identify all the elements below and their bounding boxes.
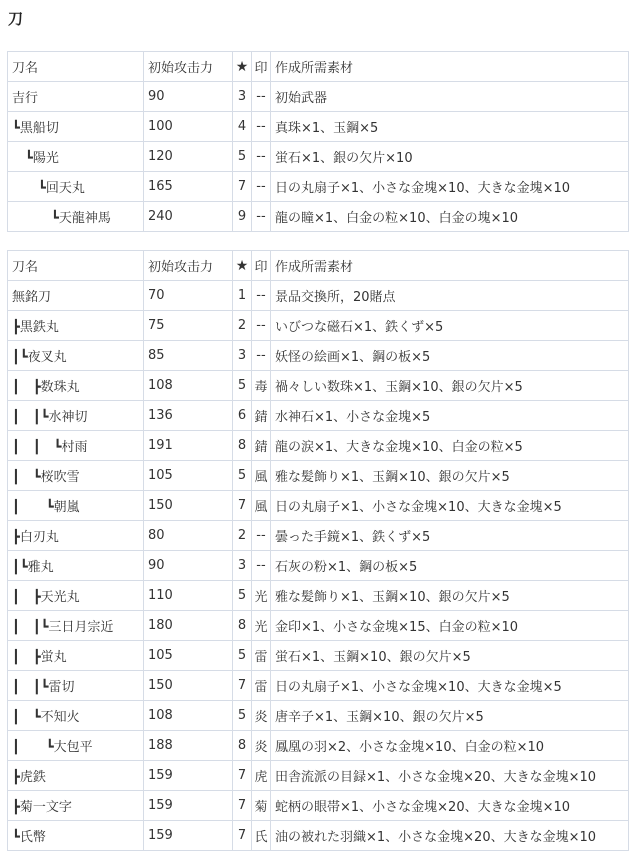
header-attack: 初始攻击力 (144, 251, 233, 281)
star-cell: 6 (233, 401, 252, 431)
table-row (8, 611, 629, 641)
table-row (8, 401, 629, 431)
header-name: 刀名 (8, 251, 144, 281)
sword-name-cell: ┃ ┃┗三日月宗近 (8, 611, 144, 641)
seal-cell: -- (252, 281, 271, 311)
materials-cell: 初始武器 (271, 82, 629, 112)
table-row (8, 701, 629, 731)
table-row (8, 311, 629, 341)
seal-cell: -- (252, 551, 271, 581)
table-row (8, 202, 629, 232)
attack-cell: 191 (144, 431, 233, 461)
attack-cell: 90 (144, 551, 233, 581)
seal-cell: 氏 (252, 821, 271, 851)
seal-cell: 炎 (252, 701, 271, 731)
seal-cell: 雷 (252, 641, 271, 671)
seal-cell: 錆 (252, 431, 271, 461)
star-cell: 5 (233, 461, 252, 491)
seal-cell: -- (252, 142, 271, 172)
header-seal: 印 (252, 251, 271, 281)
table-header-row (8, 251, 629, 281)
seal-cell: -- (252, 311, 271, 341)
table-row (8, 491, 629, 521)
materials-cell: 雅な髪飾り×1、玉鋼×10、銀の欠片×5 (271, 461, 629, 491)
table-row (8, 821, 629, 851)
materials-cell: 龍の瞳×1、白金の粒×10、白金の塊×10 (271, 202, 629, 232)
sword-name-cell: ┣白刃丸 (8, 521, 144, 551)
attack-cell: 188 (144, 731, 233, 761)
table-row (8, 172, 629, 202)
materials-cell: 蛇柄の眼帯×1、小さな金塊×20、大きな金塊×10 (271, 791, 629, 821)
seal-cell: 風 (252, 461, 271, 491)
sword-name-cell: ┗氏幣 (8, 821, 144, 851)
attack-cell: 100 (144, 112, 233, 142)
materials-cell: 日の丸扇子×1、小さな金塊×10、大きな金塊×5 (271, 671, 629, 701)
star-cell: 7 (233, 491, 252, 521)
sword-name-cell: ┃ ┗不知火 (8, 701, 144, 731)
materials-cell: 蛍石×1、玉鋼×10、銀の欠片×5 (271, 641, 629, 671)
materials-cell: 龍の涙×1、大きな金塊×10、白金の粒×5 (271, 431, 629, 461)
star-cell: 5 (233, 701, 252, 731)
header-star: ★ (233, 251, 252, 281)
attack-cell: 240 (144, 202, 233, 232)
attack-cell: 105 (144, 641, 233, 671)
sword-name-cell: ┗陽光 (8, 142, 144, 172)
star-cell: 5 (233, 142, 252, 172)
materials-cell: 禍々しい数珠×1、玉鋼×10、銀の欠片×5 (271, 371, 629, 401)
attack-cell: 159 (144, 791, 233, 821)
table-row (8, 82, 629, 112)
star-cell: 7 (233, 172, 252, 202)
seal-cell: 光 (252, 581, 271, 611)
materials-cell: 雅な髪飾り×1、玉鋼×10、銀の欠片×5 (271, 581, 629, 611)
table-row (8, 521, 629, 551)
materials-cell: 妖怪の絵画×1、鋼の板×5 (271, 341, 629, 371)
materials-cell: 日の丸扇子×1、小さな金塊×10、大きな金塊×5 (271, 491, 629, 521)
sword-name-cell: ┣菊一文字 (8, 791, 144, 821)
attack-cell: 159 (144, 761, 233, 791)
materials-cell: 日の丸扇子×1、小さな金塊×10、大きな金塊×10 (271, 172, 629, 202)
materials-cell: 真珠×1、玉鋼×5 (271, 112, 629, 142)
table-row (8, 281, 629, 311)
attack-cell: 150 (144, 671, 233, 701)
sword-name-cell: 無銘刀 (8, 281, 144, 311)
table-row (8, 112, 629, 142)
sword-name-cell: 吉行 (8, 82, 144, 112)
header-star: ★ (233, 52, 252, 82)
star-cell: 7 (233, 671, 252, 701)
sword-name-cell: ┣黒鉄丸 (8, 311, 144, 341)
sword-name-cell: ┗回天丸 (8, 172, 144, 202)
materials-cell: 景品交換所，20賭点 (271, 281, 629, 311)
star-cell: 5 (233, 371, 252, 401)
attack-cell: 136 (144, 401, 233, 431)
seal-cell: -- (252, 521, 271, 551)
star-cell: 3 (233, 341, 252, 371)
star-cell: 5 (233, 581, 252, 611)
table-row (8, 761, 629, 791)
seal-cell: -- (252, 112, 271, 142)
sword-name-cell: ┗天龍神馬 (8, 202, 144, 232)
sword-name-cell: ┃┗夜叉丸 (8, 341, 144, 371)
materials-cell: 曇った手鏡×1、鉄くず×5 (271, 521, 629, 551)
star-cell: 5 (233, 641, 252, 671)
attack-cell: 159 (144, 821, 233, 851)
attack-cell: 108 (144, 371, 233, 401)
attack-cell: 120 (144, 142, 233, 172)
materials-cell: 蛍石×1、銀の欠片×10 (271, 142, 629, 172)
attack-cell: 180 (144, 611, 233, 641)
table-row (8, 641, 629, 671)
attack-cell: 110 (144, 581, 233, 611)
sword-name-cell: ┃┗雅丸 (8, 551, 144, 581)
star-cell: 2 (233, 311, 252, 341)
seal-cell: 虎 (252, 761, 271, 791)
attack-cell: 105 (144, 461, 233, 491)
star-cell: 7 (233, 761, 252, 791)
seal-cell: 光 (252, 611, 271, 641)
table-row (8, 341, 629, 371)
page-title: 刀 (8, 10, 24, 28)
header-name: 刀名 (8, 52, 144, 82)
seal-cell: -- (252, 82, 271, 112)
table-header-row (8, 52, 629, 82)
attack-cell: 80 (144, 521, 233, 551)
attack-cell: 90 (144, 82, 233, 112)
header-materials: 作成所需素材 (271, 52, 629, 82)
table-row (8, 731, 629, 761)
table-row (8, 551, 629, 581)
seal-cell: 錆 (252, 401, 271, 431)
materials-cell: 田舎流派の目録×1、小さな金塊×20、大きな金塊×10 (271, 761, 629, 791)
sword-name-cell: ┃ ┃ ┗村雨 (8, 431, 144, 461)
seal-cell: 風 (252, 491, 271, 521)
star-cell: 1 (233, 281, 252, 311)
materials-cell: いびつな磁石×1、鉄くず×5 (271, 311, 629, 341)
star-cell: 4 (233, 112, 252, 142)
sword-name-cell: ┃ ┗桜吹雪 (8, 461, 144, 491)
sword-table-2 (7, 250, 629, 851)
table-row (8, 371, 629, 401)
star-cell: 7 (233, 821, 252, 851)
header-attack: 初始攻击力 (144, 52, 233, 82)
star-cell: 8 (233, 731, 252, 761)
header-materials: 作成所需素材 (271, 251, 629, 281)
sword-table-1 (7, 51, 629, 232)
attack-cell: 70 (144, 281, 233, 311)
sword-name-cell: ┃ ┣数珠丸 (8, 371, 144, 401)
seal-cell: 毒 (252, 371, 271, 401)
sword-name-cell: ┃ ┃┗雷切 (8, 671, 144, 701)
materials-cell: 油の被れた羽織×1、小さな金塊×20、大きな金塊×10 (271, 821, 629, 851)
attack-cell: 75 (144, 311, 233, 341)
star-cell: 8 (233, 431, 252, 461)
table-row (8, 791, 629, 821)
sword-name-cell: ┣虎鉄 (8, 761, 144, 791)
seal-cell: -- (252, 202, 271, 232)
seal-cell: 炎 (252, 731, 271, 761)
sword-name-cell: ┗黒船切 (8, 112, 144, 142)
star-cell: 3 (233, 551, 252, 581)
table-row (8, 581, 629, 611)
sword-name-cell: ┃ ┣蛍丸 (8, 641, 144, 671)
sword-name-cell: ┃ ┗朝嵐 (8, 491, 144, 521)
star-cell: 9 (233, 202, 252, 232)
seal-cell: -- (252, 172, 271, 202)
table-row (8, 671, 629, 701)
seal-cell: 菊 (252, 791, 271, 821)
star-cell: 2 (233, 521, 252, 551)
table-row (8, 142, 629, 172)
star-cell: 7 (233, 791, 252, 821)
seal-cell: -- (252, 341, 271, 371)
star-cell: 8 (233, 611, 252, 641)
attack-cell: 108 (144, 701, 233, 731)
materials-cell: 唐辛子×1、玉鋼×10、銀の欠片×5 (271, 701, 629, 731)
sword-name-cell: ┃ ┣天光丸 (8, 581, 144, 611)
header-seal: 印 (252, 52, 271, 82)
sword-name-cell: ┃ ┗大包平 (8, 731, 144, 761)
attack-cell: 165 (144, 172, 233, 202)
sword-name-cell: ┃ ┃┗水神切 (8, 401, 144, 431)
materials-cell: 石灰の粉×1、鋼の板×5 (271, 551, 629, 581)
star-cell: 3 (233, 82, 252, 112)
seal-cell: 雷 (252, 671, 271, 701)
materials-cell: 金印×1、小さな金塊×15、白金の粒×10 (271, 611, 629, 641)
table-row (8, 461, 629, 491)
attack-cell: 85 (144, 341, 233, 371)
materials-cell: 水神石×1、小さな金塊×5 (271, 401, 629, 431)
table-row (8, 431, 629, 461)
materials-cell: 鳳凰の羽×2、小さな金塊×10、白金の粒×10 (271, 731, 629, 761)
attack-cell: 150 (144, 491, 233, 521)
